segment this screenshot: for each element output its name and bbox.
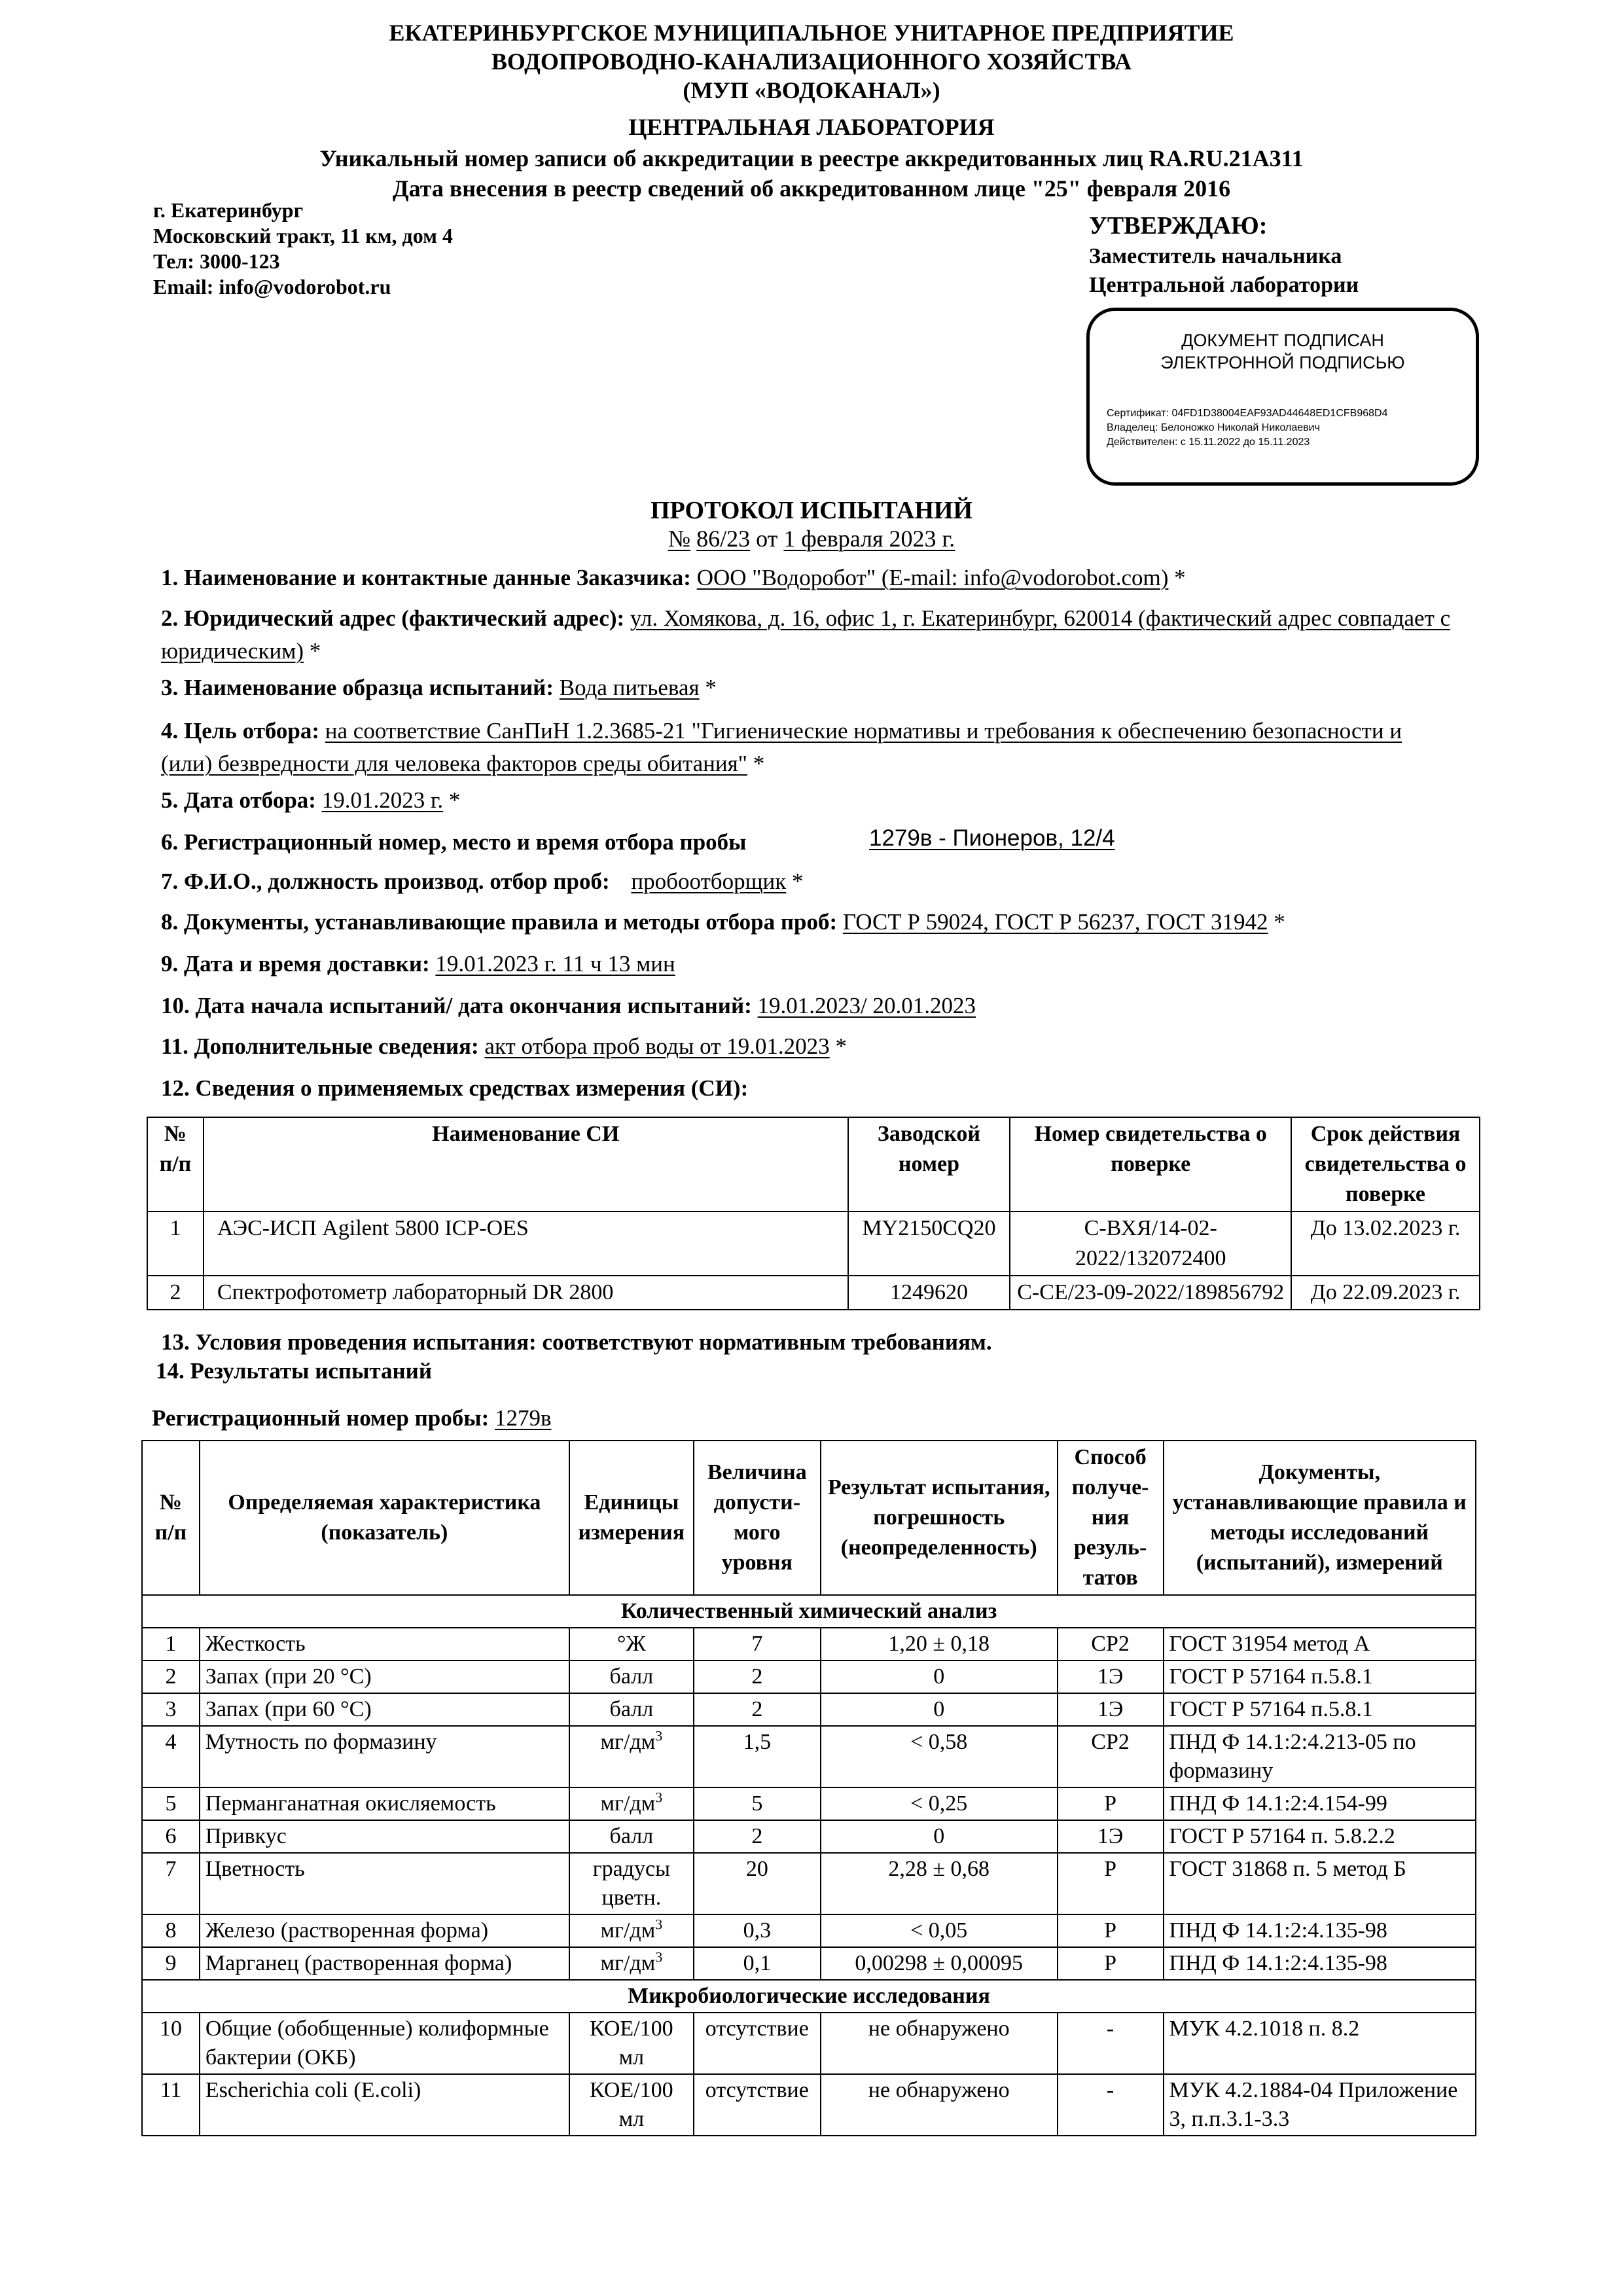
cell-method: СР2 (1058, 1628, 1164, 1660)
item-suffix: * (443, 787, 461, 813)
cell-number: 10 (142, 2013, 200, 2074)
cell-result: 0 (821, 1660, 1058, 1693)
item-value: пробоотборщик (631, 869, 787, 894)
unit-text: балл (609, 1824, 654, 1848)
cell-number: 5 (142, 1787, 200, 1820)
cell-document: МУК 4.2.1884-04 Приложение 3, п.п.3.1-3.3 (1164, 2074, 1476, 2136)
reg-number-value: 1279в (495, 1405, 552, 1431)
header-cell: Документы, устанавливающие правила и методы исследований (испытаний), измерений (1164, 1441, 1476, 1595)
cell-instrument-name: АЭС-ИСП Agilent 5800 ICP-OES (204, 1211, 848, 1276)
cell-permissible-level: отсутствие (694, 2074, 821, 2136)
header-cell: Результат испытания, погрешность (неопределенность) (821, 1441, 1058, 1595)
cell-result: < 0,58 (821, 1726, 1058, 1787)
stamp-title-line1: ДОКУМЕНТ ПОДПИСАН (1181, 331, 1384, 350)
measuring-instruments-table (147, 1117, 1480, 1310)
cell-characteristic: Марганец (растворенная форма) (200, 1947, 569, 1980)
cell-number: 2 (142, 1660, 200, 1693)
stamp-title (1090, 329, 1476, 374)
table-header-row (147, 1117, 1480, 1211)
org-name-line2: ВОДОПРОВОДНО-КАНАЛИЗАЦИОННОГО ХОЗЯЙСТВА (491, 48, 1132, 75)
table-row (142, 1853, 1476, 1914)
cell-unit (569, 1820, 694, 1853)
cell-permissible-level: 1,5 (694, 1726, 821, 1787)
unit-text: °Ж (616, 1632, 646, 1656)
cell-characteristic: Жесткость (200, 1628, 569, 1660)
test-conditions: 13. Условия проведения испытания: соответствуют нормативным требованиям. (161, 1329, 992, 1355)
electronic-signature-stamp (1086, 308, 1479, 486)
table-row (142, 2074, 1476, 2136)
org-name-line1: ЕКАТЕРИНБУРГСКОЕ МУНИЦИПАЛЬНОЕ УНИТАРНОЕ ПРЕДПРИЯТИЕ (389, 20, 1234, 46)
cell-method: Р (1058, 1914, 1164, 1947)
cell-unit (569, 1947, 694, 1980)
cell-certificate-validity: До 22.09.2023 г. (1291, 1276, 1480, 1310)
cell-certificate-number: С-СЕ/23-09-2022/189856792 (1010, 1276, 1291, 1310)
cell-permissible-level: отсутствие (694, 2013, 821, 2074)
cell-permissible-level: 2 (694, 1660, 821, 1693)
cell-method: Р (1058, 1947, 1164, 1980)
item-label: 3. Наименование образца испытаний: (161, 675, 554, 700)
cell-permissible-level: 2 (694, 1820, 821, 1853)
header-cell: № п/п (142, 1441, 200, 1595)
table-row (142, 1628, 1476, 1660)
cell-document: ГОСТ Р 57164 п.5.8.1 (1164, 1660, 1476, 1693)
unit-text: мг/дм (600, 1791, 656, 1816)
cell-unit (569, 1660, 694, 1693)
cell-permissible-level: 20 (694, 1853, 821, 1914)
item-label: 4. Цель отбора: (161, 718, 320, 744)
approval-position-1: Заместитель начальника (1089, 244, 1342, 268)
item-value: 19.01.2023/ 20.01.2023 (757, 993, 976, 1018)
protocol-number-value: 86/23 (696, 526, 751, 552)
unit-superscript: 3 (655, 1948, 663, 1965)
protocol-number (0, 525, 1623, 552)
unit-text: балл (609, 1664, 654, 1689)
protocol-number-prefix: № (668, 526, 691, 552)
item-value: на соответствие СанПиН 1.2.3685-21 "Гигиенические нормативы и требования к обеспечению безопасности и (или) безвредности для человека факторов среды обитания" (161, 718, 1402, 776)
item-label: 11. Дополнительные сведения: (161, 1033, 479, 1059)
stamp-owner: Владелец: Белоножко Николай Николаевич (1107, 422, 1320, 433)
unit-text: мг/дм (600, 1918, 656, 1943)
microbiology-rows (142, 2013, 1476, 2136)
section-microbiology: Микробиологические исследования (142, 1980, 1476, 2013)
cell-document: ПНД Ф 14.1:2:4.213-05 по формазину (1164, 1726, 1476, 1787)
cell-characteristic: Привкус (200, 1820, 569, 1853)
cell-permissible-level: 0,3 (694, 1914, 821, 1947)
unit-superscript: 3 (655, 1789, 663, 1806)
item-registration-place (161, 826, 1457, 859)
cell-method: 1Э (1058, 1693, 1164, 1726)
table-row (142, 1914, 1476, 1947)
cell-result: < 0,05 (821, 1914, 1058, 1947)
item-sampling-documents (161, 906, 1457, 939)
cell-result: 0,00298 ± 0,00095 (821, 1947, 1058, 1980)
cell-serial-number: MY2150CQ20 (848, 1211, 1010, 1276)
stamp-info (1107, 406, 1387, 450)
cell-number: 3 (142, 1693, 200, 1726)
approval-title: УТВЕРЖДАЮ: (1089, 212, 1268, 240)
accreditation-date: Дата внесения в реестр сведений об аккредитованном лице "25" февраля 2016 (392, 175, 1231, 202)
table-row (142, 1787, 1476, 1820)
org-short-name: (МУП «ВОДОКАНАЛ») (683, 77, 940, 103)
cell-result: 0 (821, 1820, 1058, 1853)
item-label: 12. Сведения о применяемых средствах измерения (СИ): (161, 1075, 749, 1101)
item-sampling-purpose (161, 715, 1457, 780)
table-row (142, 1660, 1476, 1693)
header-cell: Единицы измерения (569, 1441, 694, 1595)
table-row (142, 2013, 1476, 2074)
cell-characteristic: Мутность по формазину (200, 1726, 569, 1787)
cell-method: СР2 (1058, 1726, 1164, 1787)
cell-unit (569, 1726, 694, 1787)
section-row (142, 1980, 1476, 2013)
item-suffix: * (747, 751, 765, 776)
stamp-title-line2: ЭЛЕКТРОННОЙ ПОДПИСЬЮ (1160, 353, 1405, 372)
item-suffix: * (1168, 565, 1186, 590)
cell-number: 11 (142, 2074, 200, 2136)
header-cell: Величина допусти-мого уровня (694, 1441, 821, 1595)
item-test-dates (161, 990, 1457, 1022)
item-measuring-instruments (161, 1072, 1457, 1105)
cell-number: 1 (142, 1628, 200, 1660)
cell-result: 0 (821, 1693, 1058, 1726)
protocol-title: ПРОТОКОЛ ИСПЫТАНИЙ (650, 497, 973, 524)
header-cell: № п/п (147, 1117, 204, 1211)
header-cell: Определяемая характеристика (показатель) (200, 1441, 569, 1595)
table-row (142, 1820, 1476, 1853)
header-cell: Заводской номер (848, 1117, 1010, 1211)
cell-method: - (1058, 2074, 1164, 2136)
cell-method: 1Э (1058, 1660, 1164, 1693)
cell-permissible-level: 0,1 (694, 1947, 821, 1980)
cell-unit (569, 1914, 694, 1947)
unit-superscript: 3 (655, 1727, 663, 1744)
unit-text: КОЕ/100 мл (590, 2017, 673, 2070)
cell-characteristic: Цветность (200, 1853, 569, 1914)
lab-name: ЦЕНТРАЛЬНАЯ ЛАБОРАТОРИЯ (628, 114, 995, 140)
cell-result: 1,20 ± 0,18 (821, 1628, 1058, 1660)
cell-method: - (1058, 2013, 1164, 2074)
cell-characteristic: Запах (при 60 °С) (200, 1693, 569, 1726)
section-row (142, 1595, 1476, 1628)
unit-text: градусы цветн. (592, 1857, 670, 1910)
cell-number: 9 (142, 1947, 200, 1980)
item-legal-address (161, 602, 1457, 668)
cell-number: 4 (142, 1726, 200, 1787)
cell-document: ГОСТ Р 57164 п. 5.8.2.2 (1164, 1820, 1476, 1853)
cell-unit (569, 1853, 694, 1914)
cell-permissible-level: 7 (694, 1628, 821, 1660)
item-suffix: * (1268, 909, 1285, 935)
cell-result: 2,28 ± 0,68 (821, 1853, 1058, 1914)
item-label: 5. Дата отбора: (161, 787, 316, 813)
table-row (142, 1693, 1476, 1726)
cell-serial-number: 1249620 (848, 1276, 1010, 1310)
cell-document: МУК 4.2.1018 п. 8.2 (1164, 2013, 1476, 2074)
item-suffix: * (786, 869, 804, 894)
stamp-validity: Действителен: с 15.11.2022 до 15.11.2023 (1107, 437, 1310, 448)
item-label: 1. Наименование и контактные данные Заказчика: (161, 565, 691, 590)
cell-unit (569, 1787, 694, 1820)
accreditation-number: Уникальный номер записи об аккредитации в реестре аккредитованных лиц RA.RU.21А311 (319, 145, 1304, 171)
item-suffix: * (829, 1033, 847, 1059)
item-value: 19.01.2023 г. 11 ч 13 мин (435, 951, 675, 977)
cell-document: ГОСТ 31954 метод А (1164, 1628, 1476, 1660)
cell-number: 8 (142, 1914, 200, 1947)
cell-characteristic: Общие (обобщенные) колиформные бактерии (ОКБ) (200, 2013, 569, 2074)
table-row (142, 1726, 1476, 1787)
cell-document: ГОСТ 31868 п. 5 метод Б (1164, 1853, 1476, 1914)
cell-method: 1Э (1058, 1820, 1164, 1853)
unit-text: мг/дм (600, 1951, 656, 1975)
cell-permissible-level: 5 (694, 1787, 821, 1820)
stamp-certificate: Сертификат: 04FD1D38004EAF93AD44648ED1CFB968D4 (1107, 408, 1388, 419)
item-label: 6. Регистрационный номер, место и время отбора пробы (161, 829, 747, 855)
item-sample-name (161, 672, 1457, 704)
item-label: 2. Юридический адрес (фактический адрес): (161, 605, 625, 631)
contact-phone: Тел: 3000-123 (153, 249, 280, 273)
protocol-from: от (756, 526, 778, 552)
table-header-row (142, 1441, 1476, 1595)
item-value: ООО "Водоробот" (E-mail: info@vodorobot.com) (696, 565, 1169, 590)
cell-number: 7 (142, 1853, 200, 1914)
results-table (141, 1440, 1476, 2136)
chemical-rows (142, 1628, 1476, 1980)
item-value: 19.01.2023 г. (321, 787, 444, 813)
section-chemical-analysis: Количественный химический анализ (142, 1595, 1476, 1628)
cell-characteristic: Железо (растворенная форма) (200, 1914, 569, 1947)
unit-superscript: 3 (655, 1916, 663, 1933)
header-cell: Способ получе-ния резуль-татов (1058, 1441, 1164, 1595)
approval-position-2: Центральной лаборатории (1089, 273, 1359, 297)
table-row (147, 1276, 1480, 1310)
item-label: 7. Ф.И.О., должность производ. отбор проб: (161, 869, 610, 894)
cell-characteristic: Запах (при 20 °С) (200, 1660, 569, 1693)
cell-unit (569, 1693, 694, 1726)
item-value: 1279в - Пионеров, 12/4 (869, 825, 1115, 851)
item-suffix: * (699, 675, 717, 700)
cell-method: Р (1058, 1787, 1164, 1820)
cell-certificate-number: С-ВХЯ/14-02-2022/132072400 (1010, 1211, 1291, 1276)
item-sampler (161, 865, 1457, 898)
cell-method: Р (1058, 1853, 1164, 1914)
cell-document: ПНД Ф 14.1:2:4.135-98 (1164, 1914, 1476, 1947)
header-cell: Срок действия свидетельства о поверке (1291, 1117, 1480, 1211)
cell-certificate-validity: До 13.02.2023 г. (1291, 1211, 1480, 1276)
cell-instrument-name: Спектрофотометр лабораторный DR 2800 (204, 1276, 848, 1310)
cell-document: ГОСТ Р 57164 п.5.8.1 (1164, 1693, 1476, 1726)
table-row (142, 1947, 1476, 1980)
item-value: ул. Хомякова, д. 16, офис 1, г. Екатеринбург, 620014 (фактический адрес совпадает с юридическим) (161, 605, 1451, 664)
item-label: 8. Документы, устанавливающие правила и методы отбора проб: (161, 909, 838, 935)
contacts-block (153, 198, 453, 300)
table-row (147, 1211, 1480, 1276)
cell-characteristic: Перманганатная окисляемость (200, 1787, 569, 1820)
cell-number: 1 (147, 1211, 204, 1276)
cell-unit (569, 2074, 694, 2136)
cell-characteristic: Escherichia coli (E.coli) (200, 2074, 569, 2136)
item-additional-info (161, 1030, 1457, 1063)
item-label: 10. Дата начала испытаний/ дата окончания испытаний: (161, 993, 752, 1018)
cell-result: < 0,25 (821, 1787, 1058, 1820)
item-customer (161, 562, 1457, 594)
unit-text: мг/дм (600, 1730, 656, 1754)
contact-address: Московский тракт, 11 км, дом 4 (153, 224, 453, 247)
item-suffix: * (304, 638, 321, 664)
item-delivery (161, 948, 1457, 980)
results-title: 14. Результаты испытаний (156, 1358, 433, 1384)
cell-document: ПНД Ф 14.1:2:4.135-98 (1164, 1947, 1476, 1980)
cell-number: 6 (142, 1820, 200, 1853)
cell-result: не обнаружено (821, 2074, 1058, 2136)
contact-email: Email: info@vodorobot.ru (153, 275, 391, 298)
reg-number-label: Регистрационный номер пробы: (152, 1405, 490, 1431)
cell-document: ПНД Ф 14.1:2:4.154-99 (1164, 1787, 1476, 1820)
unit-text: балл (609, 1697, 654, 1721)
cell-permissible-level: 2 (694, 1693, 821, 1726)
item-value: Вода питьевая (559, 675, 700, 700)
item-sampling-date (161, 784, 1457, 817)
item-label: 9. Дата и время доставки: (161, 951, 430, 977)
protocol-date: 1 февраля 2023 г. (783, 526, 955, 552)
unit-text: КОЕ/100 мл (590, 2078, 673, 2131)
item-value: акт отбора проб воды от 19.01.2023 (484, 1033, 830, 1059)
cell-number: 2 (147, 1276, 204, 1310)
cell-unit (569, 2013, 694, 2074)
cell-result: не обнаружено (821, 2013, 1058, 2074)
contact-city: г. Екатеринбург (153, 198, 304, 222)
item-value: ГОСТ Р 59024, ГОСТ Р 56237, ГОСТ 31942 (842, 909, 1268, 935)
cell-unit (569, 1628, 694, 1660)
header-cell: Номер свидетельства о поверке (1010, 1117, 1291, 1211)
sample-registration-number (152, 1402, 1448, 1435)
approval-block (1089, 209, 1359, 300)
header-cell: Наименование СИ (204, 1117, 848, 1211)
